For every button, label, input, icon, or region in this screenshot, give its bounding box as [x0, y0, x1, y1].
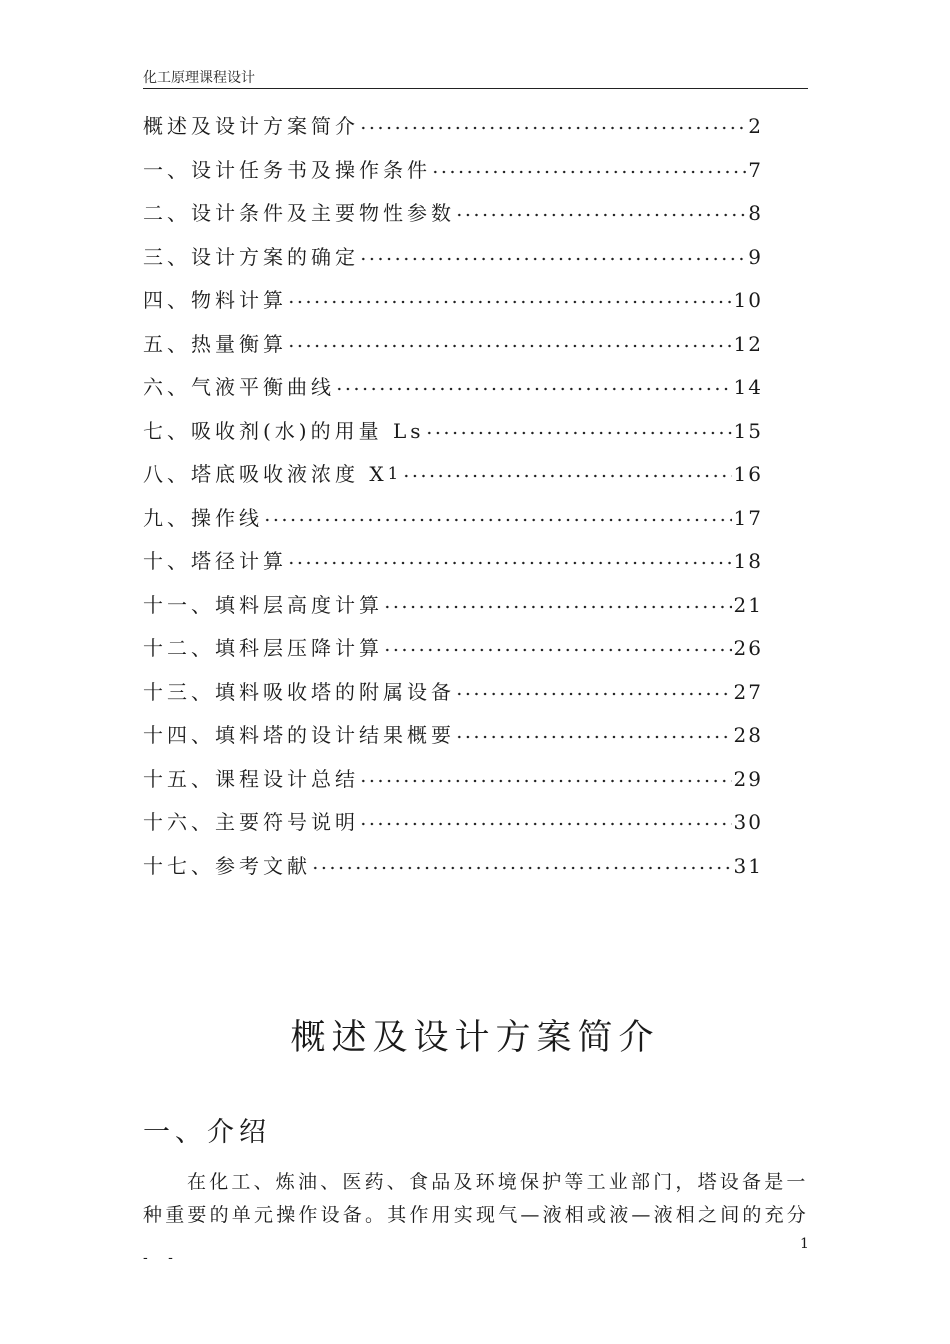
toc-entry[interactable]: [143, 112, 763, 156]
toc-entry[interactable]: [143, 156, 763, 200]
toc-entry[interactable]: [143, 286, 763, 330]
toc-entry[interactable]: [143, 721, 763, 765]
toc-entry-page: 2: [748, 114, 763, 138]
footer-marks: - -: [143, 1250, 181, 1266]
intro-paragraph: [143, 1166, 808, 1232]
toc-dot-leader: [359, 779, 732, 783]
toc-entry-subscript: 1: [387, 464, 403, 483]
toc-entry[interactable]: [143, 417, 763, 461]
toc-entry-title: 五、热量衡算: [143, 331, 287, 356]
toc-entry-page: 18: [733, 549, 763, 573]
toc-entry-page: 21: [733, 592, 763, 617]
toc-entry[interactable]: [143, 460, 763, 504]
toc-entry[interactable]: [143, 199, 763, 243]
toc-dot-leader: [335, 387, 732, 391]
toc-entry[interactable]: [143, 330, 763, 374]
page-number: 1: [800, 1236, 809, 1252]
table-of-contents: [143, 112, 763, 895]
toc-entry-page: 7: [748, 157, 763, 182]
toc-entry-page: 16: [733, 462, 763, 486]
toc-entry-title: 十四、填料塔的设计结果概要: [143, 723, 455, 747]
toc-entry-page: 29: [733, 766, 763, 791]
toc-entry[interactable]: [143, 504, 763, 548]
paragraph-line: 种重要的单元操作设备。其作用实现气—液相或液—液相之间的充分: [143, 1204, 810, 1226]
document-title: 概述及设计方案简介: [290, 1018, 660, 1058]
toc-dot-leader: [455, 692, 732, 696]
toc-entry-page: 28: [733, 723, 763, 747]
toc-entry-title: 十三、填料吸收塔的附属设备: [143, 679, 455, 704]
toc-entry-title: 十七、参考文献: [143, 853, 311, 878]
toc-entry[interactable]: [143, 373, 763, 417]
toc-entry-page: 26: [733, 636, 763, 660]
toc-dot-leader: [455, 735, 732, 739]
toc-entry-title: 十五、课程设计总结: [143, 766, 359, 791]
toc-entry[interactable]: [143, 678, 763, 722]
toc-dot-leader: [383, 648, 732, 652]
toc-entry-title: 八、塔底吸收液浓度 X: [143, 462, 388, 486]
toc-dot-leader: [359, 257, 746, 261]
toc-entry[interactable]: [143, 243, 763, 287]
toc-entry[interactable]: [143, 547, 763, 591]
paragraph-line: 在化工、炼油、医药、食品及环境保护等工业部门，塔设备是一: [187, 1171, 809, 1193]
toc-entry[interactable]: [143, 591, 763, 635]
toc-dot-leader: [402, 474, 731, 478]
toc-entry-title: 七、吸收剂(水)的用量 Ls: [143, 418, 425, 443]
toc-dot-leader: [455, 213, 746, 217]
toc-entry[interactable]: [143, 765, 763, 809]
section-heading: 一、介绍: [143, 1117, 271, 1148]
toc-entry-title: 三、设计方案的确定: [143, 244, 359, 269]
toc-dot-leader: [383, 605, 732, 609]
toc-entry-page: 27: [733, 679, 763, 704]
toc-entry-title: 六、气液平衡曲线: [143, 375, 335, 399]
toc-entry-title: 一、设计任务书及操作条件: [143, 157, 431, 182]
toc-entry-page: 8: [748, 201, 763, 225]
header-text: 化工原理课程设计: [143, 70, 255, 86]
toc-entry[interactable]: [143, 634, 763, 678]
toc-entry-title: 二、设计条件及主要物性参数: [143, 201, 455, 225]
toc-entry-title: 十一、填料层高度计算: [143, 592, 383, 617]
toc-entry-title: 十六、主要符号说明: [143, 810, 359, 834]
toc-entry[interactable]: [143, 852, 763, 896]
toc-dot-leader: [431, 170, 746, 174]
page-header: [143, 70, 808, 89]
toc-dot-leader: [287, 561, 732, 565]
toc-entry-title: 十二、填科层压降计算: [143, 636, 383, 660]
toc-entry-page: 14: [733, 375, 763, 399]
toc-dot-leader: [311, 866, 732, 870]
toc-dot-leader: [287, 344, 732, 348]
toc-dot-leader: [425, 431, 732, 435]
toc-dot-leader: [263, 518, 732, 522]
toc-entry-page: 9: [748, 244, 763, 269]
toc-entry-page: 31: [733, 853, 763, 878]
toc-entry-page: 17: [733, 505, 763, 530]
toc-entry-title: 四、物料计算: [143, 288, 287, 312]
toc-dot-leader: [287, 300, 732, 304]
toc-dot-leader: [359, 126, 746, 130]
toc-entry-page: 30: [733, 810, 763, 834]
toc-entry-title: 概述及设计方案简介: [143, 114, 359, 138]
toc-entry[interactable]: [143, 808, 763, 852]
toc-entry-title: 十、塔径计算: [143, 549, 287, 573]
toc-entry-title: 九、操作线: [143, 505, 263, 530]
toc-entry-page: 15: [733, 418, 763, 443]
toc-dot-leader: [359, 822, 732, 826]
toc-entry-page: 12: [733, 331, 763, 356]
toc-entry-page: 10: [733, 288, 763, 312]
